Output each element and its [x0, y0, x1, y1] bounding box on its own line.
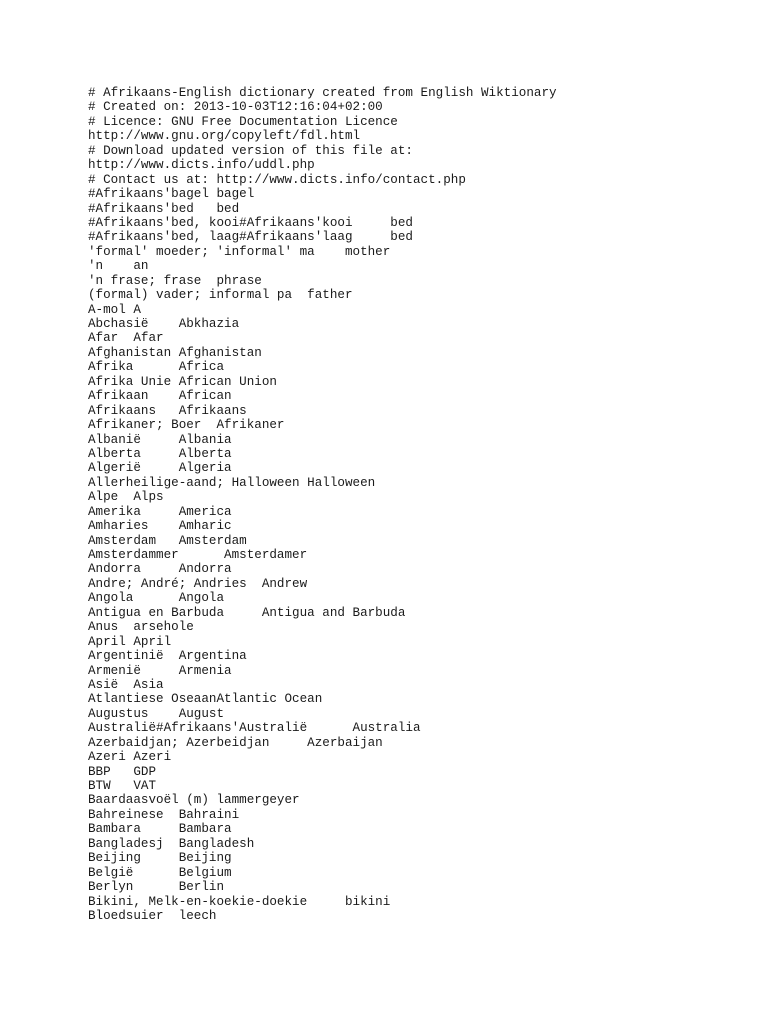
text-line: Afrikaan African [88, 389, 232, 404]
text-line: Alpe Alps [88, 490, 164, 505]
text-line: Albanië Albania [88, 432, 232, 447]
text-line: Andre; André; Andries Andrew [88, 576, 308, 591]
text-line: Anus arsehole [88, 620, 194, 635]
text-line: Atlantiese OseaanAtlantic Ocean [88, 692, 323, 707]
text-line: # Download updated version of this file at: [88, 143, 413, 158]
text-line: 'n an [88, 259, 149, 274]
text-line: Allerheilige-aand; Halloween Halloween [88, 475, 376, 490]
text-line: België Belgium [88, 865, 232, 880]
text-line: April April [88, 634, 172, 649]
text-line: # Contact us at: http://www.dicts.info/contact.php [88, 172, 466, 187]
text-line: Argentinië Argentina [88, 649, 247, 664]
text-line: #Afrikaans'bagel bagel [88, 187, 255, 202]
text-line: Australië#Afrikaans'Australië Australia [88, 721, 421, 736]
text-line: Afrika Unie African Union [88, 374, 277, 389]
text-line: A-mol A [88, 302, 141, 317]
text-line: http://www.dicts.info/uddl.php [88, 158, 315, 173]
text-line: 'formal' moeder; 'informal' ma mother [88, 244, 391, 259]
text-line: Asië Asia [88, 677, 164, 692]
text-line: Bambara Bambara [88, 822, 232, 837]
text-line: Armenië Armenia [88, 663, 232, 678]
text-line: BBP GDP [88, 764, 157, 779]
text-line: Amerika America [88, 504, 232, 519]
text-line: Bahreinese Bahraini [88, 807, 240, 822]
text-line: Antigua en Barbuda Antigua and Barbuda [88, 605, 406, 620]
text-line: Bangladesj Bangladesh [88, 836, 255, 851]
text-line: 'n frase; frase phrase [88, 273, 262, 288]
text-line: Abchasië Abkhazia [88, 317, 240, 331]
text-line: http://www.gnu.org/copyleft/fdl.html [88, 129, 361, 144]
text-line: Alberta Alberta [88, 446, 232, 461]
text-line: Amsterdammer Amsterdamer [88, 548, 308, 562]
text-line: #Afrikaans'bed, kooi#Afrikaans'kooi bed [88, 215, 413, 230]
text-line: #Afrikaans'bed, laag#Afrikaans'laag bed [88, 230, 413, 245]
text-line: Baardaasvoël (m) lammergeyer [88, 793, 300, 808]
text-line: Amsterdam Amsterdam [88, 533, 247, 548]
text-line: # Afrikaans-English dictionary created from English Wiktionary [88, 86, 557, 100]
text-line: Afrika Africa [88, 360, 225, 375]
text-line: Afar Afar [88, 331, 164, 346]
text-line: # Created on: 2013-10-03T12:16:04+02:00 [88, 100, 383, 115]
text-line: Azeri Azeri [88, 750, 172, 765]
text-line: # Licence: GNU Free Documentation Licence [88, 114, 398, 129]
text-line: Berlyn Berlin [88, 880, 225, 895]
text-line: Afrikaner; Boer Afrikaner [88, 418, 285, 433]
text-line: Amharies Amharic [88, 519, 232, 534]
text-line: Beijing Beijing [88, 851, 232, 866]
text-line: Augustus August [88, 706, 225, 721]
dictionary-text [88, 86, 748, 923]
text-line: Algerië Algeria [88, 461, 232, 476]
text-line: Azerbaidjan; Azerbeidjan Azerbaijan [88, 735, 383, 750]
text-line: Bikini, Melk-en-koekie-doekie bikini [88, 894, 391, 909]
text-line: BTW VAT [88, 779, 157, 793]
text-line: Bloedsuier leech [88, 908, 217, 923]
text-line: Afghanistan Afghanistan [88, 345, 262, 360]
text-line: #Afrikaans'bed bed [88, 201, 240, 216]
text-line: Afrikaans Afrikaans [88, 403, 247, 418]
text-line: Angola Angola [88, 591, 225, 606]
text-line: (formal) vader; informal pa father [88, 288, 353, 303]
text-line: Andorra Andorra [88, 562, 232, 577]
